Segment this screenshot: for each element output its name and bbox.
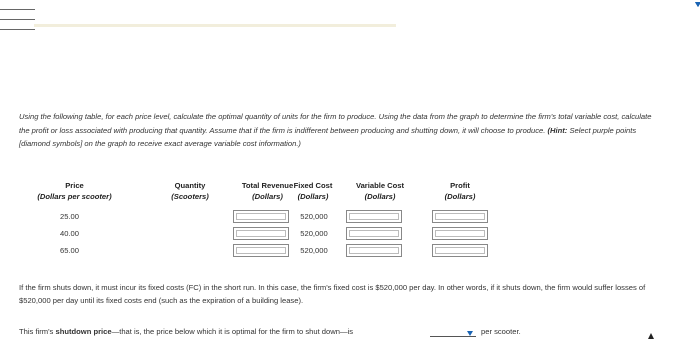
price-cell: 25.00: [60, 212, 80, 221]
total-revenue-input[interactable]: [233, 210, 289, 223]
header-profit: [430, 180, 490, 202]
shutdown-suffix: —that is, the price below which it is optimal for the firm to shut down—is: [111, 327, 354, 336]
shutdown-question: [19, 327, 353, 336]
header-fixed-cost: [280, 180, 346, 202]
header-revenue-label: Total Revenue: [241, 181, 294, 190]
header-price-label: Price: [65, 181, 84, 190]
shutdown-prefix: This firm's: [19, 327, 54, 336]
instructions-text: Using the following table, for each price level, calculate the optimal quantity of units for the firm to produce. Using the data from the graph to determine the firm's total variable cost, calculate the profit or loss associated with producing that quantity. Assume that if the firm is indifferent between producing and shutting down, it will choose to produce.: [19, 112, 652, 135]
header-price: [26, 180, 123, 202]
fixed-cost-cell: 520,000: [300, 246, 328, 255]
shutdown-unit: per scooter.: [481, 327, 521, 336]
quantity-dropdown[interactable]: [0, 0, 35, 10]
mouse-cursor-icon: [648, 333, 654, 339]
shutdown-price-dropdown[interactable]: [430, 336, 476, 337]
header-variable-cost: [342, 180, 418, 202]
profit-input[interactable]: [432, 244, 488, 257]
total-revenue-input[interactable]: [233, 244, 289, 257]
header-quantity-unit: (Scooters): [171, 192, 209, 201]
shutdown-explanation: If the firm shuts down, it must incur its fixed costs (FC) in the short run. In this case, the firm's fixed cost is $520,000 per day. In other words, if it shuts down, the firm would suffer losses of $520,000 per day until its fixed costs end (such as the expiration of a building lease).: [19, 283, 646, 305]
total-revenue-input[interactable]: [233, 227, 289, 240]
header-quantity-label: Quantity: [174, 181, 206, 190]
profit-input[interactable]: [432, 227, 488, 240]
header-fixed-label: Fixed Cost: [293, 181, 333, 190]
shutdown-price-label: shutdown price: [55, 327, 112, 336]
hint-text: Select purple points [diamond symbols] on the graph to receive exact average variable cost information.): [19, 125, 637, 149]
header-profit-label: Profit: [450, 181, 470, 190]
hint-label: (Hint:: [547, 125, 568, 135]
top-divider: [34, 24, 396, 27]
fixed-cost-cell: 520,000: [300, 229, 328, 238]
quantity-dropdown[interactable]: [0, 10, 35, 20]
header-profit-unit: (Dollars): [444, 192, 476, 201]
chevron-down-icon[interactable]: [467, 331, 473, 336]
variable-cost-input[interactable]: [346, 227, 402, 240]
instructions: [19, 110, 659, 151]
chevron-down-icon: [695, 2, 700, 7]
header-fixed-unit: (Dollars): [297, 192, 329, 201]
price-cell: 65.00: [60, 246, 80, 255]
header-price-unit: (Dollars per scooter): [37, 192, 112, 201]
price-cell: 40.00: [60, 229, 80, 238]
header-variable-unit: (Dollars): [364, 192, 396, 201]
quantity-dropdown[interactable]: [0, 20, 35, 30]
header-variable-label: Variable Cost: [355, 181, 405, 190]
header-quantity: [160, 180, 220, 202]
variable-cost-input[interactable]: [346, 244, 402, 257]
profit-input[interactable]: [432, 210, 488, 223]
fixed-cost-cell: 520,000: [300, 212, 328, 221]
variable-cost-input[interactable]: [346, 210, 402, 223]
header-revenue-unit: (Dollars): [252, 192, 283, 201]
